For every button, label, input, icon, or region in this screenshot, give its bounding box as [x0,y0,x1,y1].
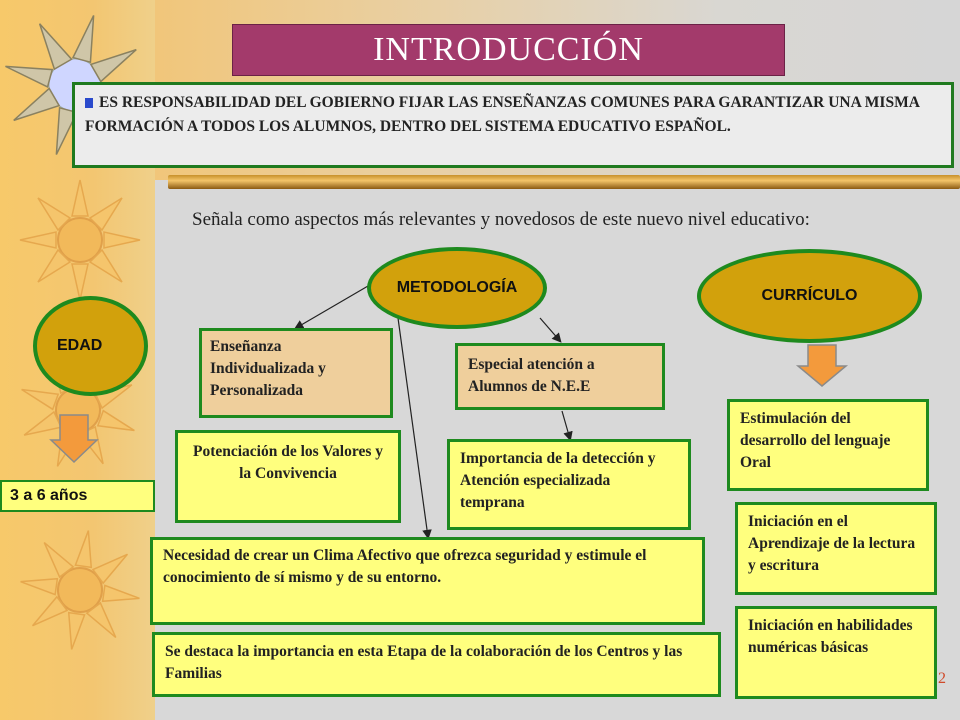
atencion-box [455,343,665,410]
lenguaje-box [727,399,929,491]
arrow-to-deteccion [562,411,570,439]
familias-text: Se destaca la importancia en esta Etapa de la colaboración de los Centros y las Familias [165,643,683,682]
intro-text: ES RESPONSABILIDAD DEL GOBIERNO FIJAR LAS ENSEÑANZAS COMUNES PARA GARANTIZAR UNA MISMA FORMACIÓN A TODOS LOS ALUMNOS, DENTRO DEL SISTEMA EDUCATIVO ESPAÑOL. [85,94,920,135]
numericas-box [735,606,937,699]
lenguaje-text: Estimulación del desarrollo del lenguaje Oral [740,410,891,471]
arrow-to-ensenanza [296,286,368,328]
clima-box [150,537,705,625]
age-range-label: 3 a 6 años [10,487,88,504]
deteccion-text: Importancia de la detección y Atención especializada temprana [460,450,656,511]
numericas-text: Iniciación en habilidades numéricas básicas [748,617,913,656]
curriculo-label: CURRÍCULO [761,287,858,304]
valores-text: Potenciación de los Valores y la Convivencia [192,443,384,482]
lectura-text: Iniciación en el Aprendizaje de la lectura y escritura [748,513,916,574]
valores-box [175,430,401,523]
age-range-box [0,480,155,512]
lectura-box [735,502,937,595]
deteccion-box [447,439,691,530]
down-arrow-icon [798,345,846,386]
slide-title: INTRODUCCIÓN [232,24,785,76]
edad-label: EDAD [57,337,103,354]
metodologia-label: METODOLOGÍA [396,279,518,296]
metodologia-ellipse [367,247,547,329]
down-arrow-icon [51,415,97,462]
lead-text: Señala como aspectos más relevantes y novedosos de este nuevo nivel educativo: [192,209,810,230]
ensenanza-text: Enseñanza Individualizada y Personalizada [210,338,326,399]
arrow-to-atencion [540,318,560,341]
familias-box [152,632,721,697]
arrow-to-clima [398,318,428,537]
atencion-text: Especial atención a Alumnos de N.E.E [468,356,595,395]
edad-ellipse [33,296,148,396]
curriculo-ellipse [697,249,922,343]
ensenanza-box [199,328,393,418]
clima-text: Necesidad de crear un Clima Afectivo que ofrezca seguridad y estimule el conocimiento de sí mismo y de su entorno. [163,547,647,586]
page-number: 2 [938,670,946,687]
